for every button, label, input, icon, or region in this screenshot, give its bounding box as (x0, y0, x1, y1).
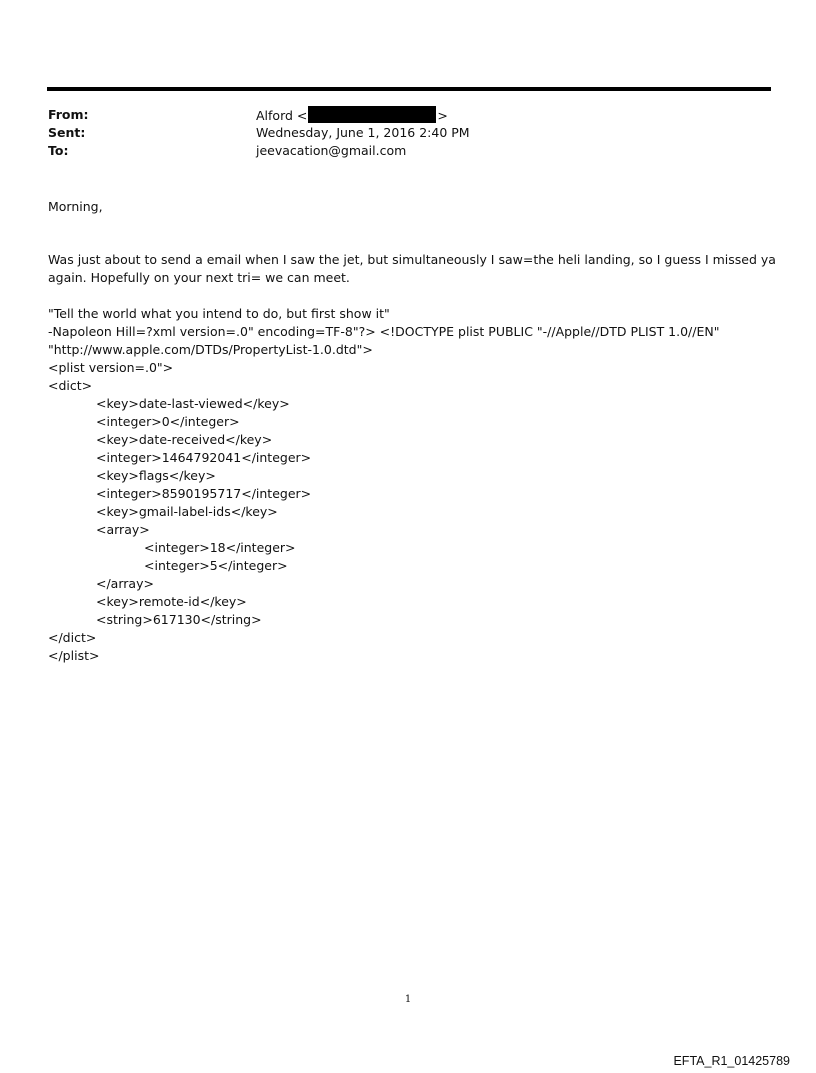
from-value (256, 106, 448, 125)
quote-line: "Tell the world what you intend to do, but first show it" (48, 306, 390, 321)
plist-line: <key>flags</key> (96, 468, 216, 483)
from-suffix: > (437, 108, 448, 123)
message-paragraph (48, 251, 776, 287)
sent-label: Sent: (48, 125, 86, 140)
email-header (48, 106, 748, 160)
plist-line: <key>gmail-label-ids</key> (96, 504, 278, 519)
plist-line: <dict> (48, 378, 93, 393)
plist-line: <integer>5</integer> (144, 558, 288, 573)
paragraph-line: again. Hopefully on your next tri= we can meet. (48, 270, 350, 285)
sent-row (48, 124, 748, 142)
plist-line: </array> (96, 576, 154, 591)
plist-line: </dict> (48, 630, 97, 645)
sent-value: Wednesday, June 1, 2016 2:40 PM (256, 125, 470, 140)
redaction-block (308, 106, 436, 123)
plist-line: <key>remote-id</key> (96, 594, 247, 609)
from-label: From: (48, 107, 89, 122)
plist-line: <integer>1464792041</integer> (96, 450, 312, 465)
quote-line: -Napoleon Hill=?xml version=.0" encoding=TF-8"?> <!DOCTYPE plist PUBLIC "-//Apple//DTD PLIST 1.0//EN" (48, 324, 720, 339)
header-divider (47, 87, 771, 91)
from-name: Alford < (256, 108, 308, 123)
to-row (48, 142, 748, 160)
greeting: Morning, (48, 199, 103, 214)
plist-line: <integer>0</integer> (96, 414, 240, 429)
plist-line: <integer>8590195717</integer> (96, 486, 312, 501)
plist-line: <integer>18</integer> (144, 540, 296, 555)
plist-line: <array> (96, 522, 150, 537)
quote-line: "http://www.apple.com/DTDs/PropertyList-1.0.dtd"> (48, 342, 373, 357)
paragraph-line: Was just about to send a email when I saw the jet, but simultaneously I saw=the heli landing, so I guess I missed ya (48, 252, 776, 267)
plist-line: <string>617130</string> (96, 612, 262, 627)
plist-line: <key>date-received</key> (96, 432, 273, 447)
from-row (48, 106, 748, 124)
plist-line: <plist version=.0"> (48, 360, 174, 375)
document-id: EFTA_R1_01425789 (673, 1054, 790, 1068)
to-value: jeevacation@gmail.com (256, 143, 407, 158)
email-body (48, 198, 776, 665)
plist-line: </plist> (48, 648, 100, 663)
page-number: 1 (404, 994, 412, 1005)
quote-and-plist (48, 305, 768, 665)
plist-line: <key>date-last-viewed</key> (96, 396, 290, 411)
to-label: To: (48, 143, 69, 158)
